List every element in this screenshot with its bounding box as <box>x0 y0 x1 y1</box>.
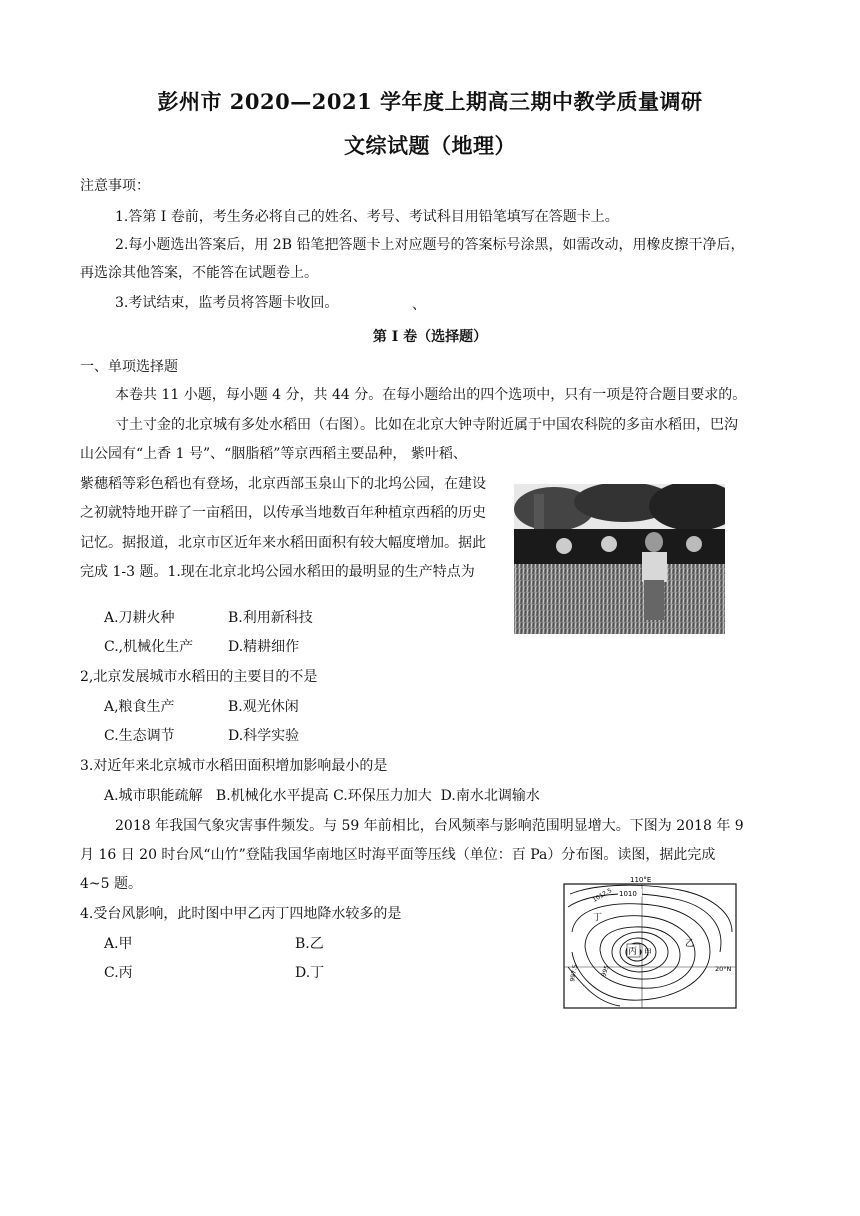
iso-1010-label: 1010 <box>619 890 637 898</box>
label-yi: 乙 <box>685 939 695 949</box>
q2-option-b: B.观光休闲 <box>228 699 299 715</box>
q4-option-c: C.丙 <box>104 965 133 981</box>
rice-paddy-photo <box>514 484 725 634</box>
page-subtitle: 文综试题（地理） <box>344 133 516 158</box>
passage1-line5: 记忆。据报道，北京市区近年来水稻田面积有较大幅度增加。据此 <box>80 535 486 551</box>
q4-option-a: A.甲 <box>104 936 133 952</box>
iso-995-label: 995 <box>600 964 611 978</box>
page-title: 彭州市 2020—2021 学年度上期高三期中教学质量调研 <box>157 89 703 114</box>
passage2-line2: 月 16 日 20 时台风“山竹”登陆我国华南地区时海平面等压线（单位：百 Pa）分布图。读图，据此完成 <box>80 847 716 863</box>
q1-option-c: C.,机械化生产 <box>104 639 194 655</box>
lon-label: 110°E <box>630 876 652 884</box>
q2-option-d: D.科学实验 <box>228 728 300 744</box>
passage1-line1: 寸土寸金的北京城有多处水稻田（右图）。比如在北京大钟寺附近属于中国农科院的多亩水稻田，巴沟 <box>115 417 738 433</box>
lat-label: 20°N <box>715 965 732 973</box>
note-1: 1.答第 I 卷前，考生务必将自己的姓名、考号、考试科目用铅笔填写在答题卡上。 <box>115 209 619 225</box>
q3-options: A.城市职能疏解 B.机械化水平提高 C.环保压力加大 D.南水北调输水 <box>104 788 540 804</box>
iso-9975-label: 997.5 <box>569 964 579 983</box>
q1-option-d: D.精耕细作 <box>228 639 300 655</box>
passage1-line2: 山公园有“上香 1 号”、“胭脂稻”等京西稻主要品种， 紫叶稻、 <box>80 446 467 462</box>
q4-option-d: D.丁 <box>295 965 325 981</box>
q3-stem: 3.对近年来北京城市水稻田面积增加影响最小的是 <box>80 758 388 774</box>
iso-10125-label: 1012.5 <box>591 887 614 904</box>
notes-header: 注意事项： <box>80 178 150 194</box>
passage1-line3: 紫穗稻等彩色稻也有登场，北京西部玉泉山下的北坞公园，在建设 <box>80 476 486 492</box>
note-2: 2.每小题选出答案后，用 2B 铅笔把答题卡上对应题号的答案标号涂黑，如需改动，用橡皮擦干净后， <box>115 237 745 253</box>
passage2-line3: 4~5 题。 <box>80 876 142 892</box>
part-title: 一、单项选择题 <box>80 359 178 375</box>
label-jia: 甲 <box>644 948 652 957</box>
q1-option-a: A.刀耕火种 <box>104 610 175 626</box>
typhoon-isobar-map <box>560 872 740 1012</box>
q4-stem: 4.受台风影响，此时图中甲乙丙丁四地降水较多的是 <box>80 906 402 922</box>
stray-mark: 、 <box>412 297 426 313</box>
section-title: 第 I 卷（选择题） <box>372 329 488 345</box>
note-2-cont: 再选涂其他答案，不能答在试题卷上。 <box>80 265 318 281</box>
q2-option-a: A,粮食生产 <box>104 699 175 715</box>
passage2-line1: 2018 年我国气象灾害事件频发。与 59 年前相比，台风频率与影响范围明显增大。下图为 2018 年 9 <box>115 818 744 834</box>
q4-option-b: B.乙 <box>295 936 324 952</box>
label-bing: 丙 <box>628 947 638 957</box>
passage1-line4: 之初就特地开辟了一亩稻田，以传承当地数百年种植京西稻的历史 <box>80 505 486 521</box>
q2-stem: 2,北京发展城市水稻田的主要目的不是 <box>80 669 318 685</box>
instruction: 本卷共 11 小题，每小题 4 分，共 44 分。在每小题给出的四个选项中，只有一项是符合题目要求的。 <box>115 387 747 403</box>
q2-option-c: C.生态调节 <box>104 728 175 744</box>
label-ding: 丁 <box>593 913 603 923</box>
q1-option-b: B.利用新科技 <box>228 610 313 626</box>
note-3: 3.考试结束，监考员将答题卡收回。 <box>115 295 339 311</box>
passage1-line6: 完成 1-3 题。1.现在北京北坞公园水稻田的最明显的生产特点为 <box>80 564 475 580</box>
